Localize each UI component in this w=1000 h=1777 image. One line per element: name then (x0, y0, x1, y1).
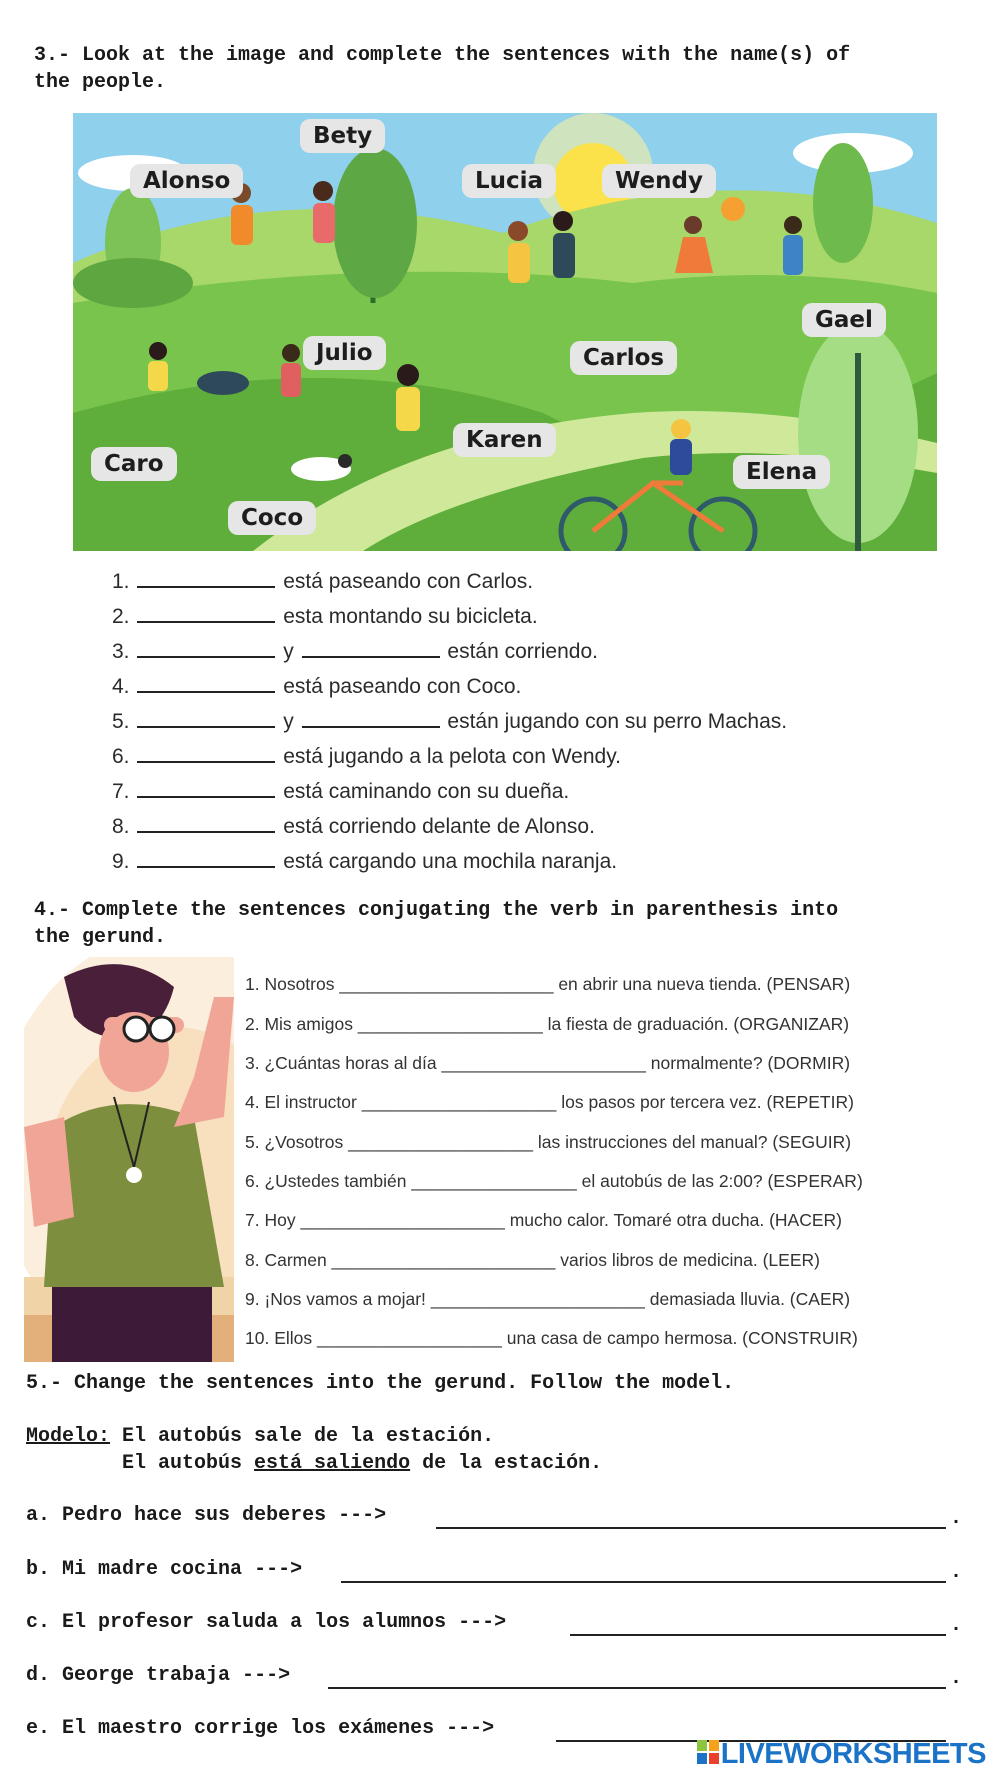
name-label: Wendy (602, 164, 716, 198)
answer-blank[interactable] (137, 706, 275, 728)
answer-blank[interactable] (137, 776, 275, 798)
list-item: 5. ¿Vosotros ___________________ las instrucciones del manual? (SEGUIR) (245, 1132, 852, 1152)
section3-heading: 3.- Look at the image and complete the sentences with the name(s) of the people. (34, 44, 851, 94)
park-illustration (73, 113, 937, 551)
list-item: 9. ¡Nos vamos a mojar! ______________________ demasiada lluvia. (CAER) (245, 1289, 851, 1309)
list-item: 10. Ellos ___________________ una casa de campo hermosa. (CONSTRUIR) (245, 1328, 858, 1348)
list-item: 6. está jugando a la pelota con Wendy. (112, 741, 621, 771)
list-item: 1. está paseando con Carlos. (112, 566, 533, 596)
list-item: 5. y están jugando con su perro Machas. (112, 706, 787, 736)
list-item: d. George trabaja ---> (26, 1664, 291, 1687)
answer-blank[interactable] (302, 706, 440, 728)
period-mark: . (950, 1614, 963, 1637)
logo-icon (697, 1740, 721, 1766)
section4-heading: 4.- Complete the sentences conjugating the verb in parenthesis into the gerund. (34, 899, 839, 949)
answer-blank[interactable] (137, 741, 275, 763)
name-label: Carlos (570, 341, 677, 375)
period-mark: . (950, 1667, 963, 1690)
list-item: 4. está paseando con Coco. (112, 671, 521, 701)
name-label: Julio (303, 336, 386, 370)
period-mark: . (950, 1561, 963, 1584)
name-label: Coco (228, 501, 316, 535)
section5-heading: 5.- Change the sentences into the gerund. Follow the model. (26, 1372, 735, 1395)
answer-blank[interactable] (302, 636, 440, 658)
list-item: 2. Mis amigos ___________________ la fiesta de graduación. (ORGANIZAR) (245, 1014, 850, 1034)
name-label: Gael (802, 303, 886, 337)
list-item: 1. Nosotros ______________________ en abrir una nueva tienda. (PENSAR) (245, 974, 851, 994)
answer-blank[interactable] (137, 601, 275, 623)
model-sentence: El autobús sale de la estación. (110, 1425, 495, 1448)
list-item: 2. esta montando su bicicleta. (112, 601, 538, 631)
list-item: 7. está caminando con su dueña. (112, 776, 569, 806)
model-label: Modelo: (26, 1425, 111, 1448)
list-item: 3. ¿Cuántas horas al día _____________________ normalmente? (DORMIR) (245, 1053, 851, 1073)
name-label: Karen (453, 423, 556, 457)
answer-line[interactable] (436, 1527, 946, 1529)
model-example (26, 1423, 494, 1450)
list-item: 4. El instructor ____________________ los pasos por tercera vez. (REPETIR) (245, 1092, 854, 1112)
logo-text: LIVEWORKSHEETS (720, 1738, 986, 1770)
answer-blank[interactable] (137, 846, 275, 868)
answer-blank[interactable] (137, 671, 275, 693)
answer-blank[interactable] (137, 636, 275, 658)
answer-line[interactable] (341, 1581, 946, 1583)
list-item: b. Mi madre cocina ---> (26, 1558, 303, 1581)
list-item: 8. está corriendo delante de Alonso. (112, 811, 595, 841)
model-answer: El autobús está saliendo de la estación. (26, 1452, 603, 1475)
list-item: 3. y están corriendo. (112, 636, 598, 666)
list-item: e. El maestro corrige los exámenes ---> (26, 1717, 495, 1740)
liveworksheets-logo (697, 1738, 986, 1771)
answer-blank[interactable] (137, 811, 275, 833)
answer-line[interactable] (328, 1687, 946, 1689)
list-item: 8. Carmen _______________________ varios libros de medicina. (LEER) (245, 1250, 820, 1270)
answer-blank[interactable] (137, 566, 275, 588)
list-item: 7. Hoy _____________________ mucho calor. Tomaré otra ducha. (HACER) (245, 1210, 842, 1230)
period-mark: . (950, 1507, 963, 1530)
name-label: Caro (91, 447, 177, 481)
boy-illustration (24, 957, 234, 1362)
list-item: 6. ¿Ustedes también _________________ el autobús de las 2:00? (ESPERAR) (245, 1171, 863, 1191)
name-label: Elena (733, 455, 830, 489)
model-gerund: está saliendo (254, 1452, 411, 1475)
name-label: Alonso (130, 164, 243, 198)
list-item: a. Pedro hace sus deberes ---> (26, 1504, 387, 1527)
answer-line[interactable] (570, 1634, 946, 1636)
name-label: Lucia (462, 164, 556, 198)
list-item: 9. está cargando una mochila naranja. (112, 846, 617, 876)
boy-image (24, 957, 234, 1362)
list-item: c. El profesor saluda a los alumnos ---> (26, 1611, 507, 1634)
name-label: Bety (300, 119, 385, 153)
